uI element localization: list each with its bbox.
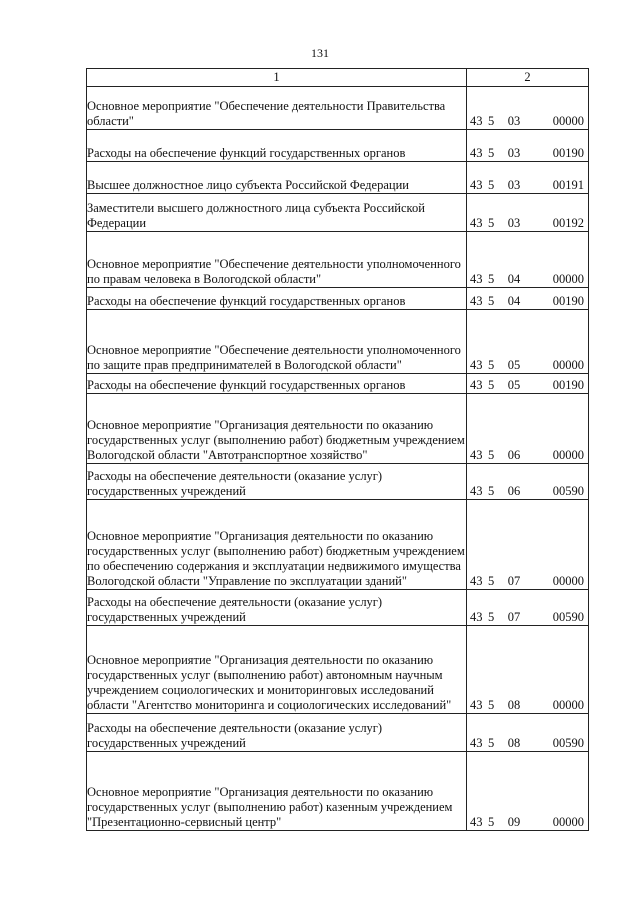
row-code	[467, 232, 589, 288]
code-part-program: 5	[488, 610, 495, 624]
row-code	[467, 194, 589, 232]
table-row	[87, 464, 589, 500]
row-code	[467, 464, 589, 500]
table-header-row	[87, 69, 589, 87]
code-part-program: 5	[488, 114, 495, 128]
code-part-ministry: 43	[470, 272, 483, 286]
row-description: Основное мероприятие "Обеспечение деятельности уполномоченного по защите прав предпринимателей в Вологодской области"	[87, 310, 467, 374]
code-part-direction: 00192	[552, 216, 584, 230]
code-part-direction: 00590	[552, 610, 584, 624]
code-part-direction: 00190	[552, 294, 584, 308]
row-code	[467, 394, 589, 464]
table-row	[87, 162, 589, 194]
code-part-ministry: 43	[470, 736, 483, 750]
table-row	[87, 288, 589, 310]
code-part-measure: 05	[507, 378, 521, 392]
code-part-measure: 03	[507, 178, 521, 192]
code-part-direction: 00000	[552, 448, 584, 462]
table-row	[87, 714, 589, 752]
code-part-ministry: 43	[470, 448, 483, 462]
code-part-direction: 00000	[552, 272, 584, 286]
table-row	[87, 590, 589, 626]
code-part-direction: 00191	[552, 178, 584, 192]
code-part-ministry: 43	[470, 358, 483, 372]
code-part-measure: 06	[507, 484, 521, 498]
row-description: Основное мероприятие "Организация деятельности по оказанию государственных услуг (выполнению работ) казенным учреждением "Презентационно-сервисный центр"	[87, 752, 467, 831]
code-part-ministry: 43	[470, 294, 483, 308]
row-code	[467, 130, 589, 162]
code-part-direction: 00000	[552, 574, 584, 588]
code-part-program: 5	[488, 574, 495, 588]
code-part-direction: 00000	[552, 815, 584, 829]
row-description: Расходы на обеспечение функций государственных органов	[87, 374, 467, 394]
code-part-ministry: 43	[470, 698, 483, 712]
code-part-measure: 03	[507, 216, 521, 230]
row-code	[467, 288, 589, 310]
code-part-direction: 00190	[552, 378, 584, 392]
row-code	[467, 752, 589, 831]
column-header-1: 1	[87, 69, 467, 87]
code-part-measure: 04	[507, 272, 521, 286]
code-part-program: 5	[488, 146, 495, 160]
table-row	[87, 752, 589, 831]
code-part-measure: 09	[507, 815, 521, 829]
code-part-measure: 07	[507, 610, 521, 624]
code-part-direction: 00590	[552, 484, 584, 498]
row-description: Расходы на обеспечение деятельности (оказание услуг) государственных учреждений	[87, 590, 467, 626]
code-part-direction: 00000	[552, 114, 584, 128]
row-code	[467, 714, 589, 752]
code-part-program: 5	[488, 484, 495, 498]
row-description: Основное мероприятие "Обеспечение деятельности Правительства области"	[87, 87, 467, 130]
table-row	[87, 194, 589, 232]
row-description: Расходы на обеспечение деятельности (оказание услуг) государственных учреждений	[87, 464, 467, 500]
code-part-direction: 00190	[552, 146, 584, 160]
table-row	[87, 500, 589, 590]
page-number: 131	[311, 46, 329, 60]
row-description: Заместители высшего должностного лица субъекта Российской Федерации	[87, 194, 467, 232]
code-part-ministry: 43	[470, 216, 483, 230]
code-part-program: 5	[488, 736, 495, 750]
code-part-program: 5	[488, 448, 495, 462]
code-part-ministry: 43	[470, 484, 483, 498]
table-row	[87, 626, 589, 714]
table-row	[87, 87, 589, 130]
code-part-measure: 03	[507, 114, 521, 128]
row-description: Основное мероприятие "Организация деятельности по оказанию государственных услуг (выполнению работ) бюджетным учреждением по обеспечению содержания и эксплуатации недвижимого имущества Вологодской области "Управление по эксплуатации зданий"	[87, 500, 467, 590]
column-header-2: 2	[467, 69, 589, 87]
row-description: Высшее должностное лицо субъекта Российской Федерации	[87, 162, 467, 194]
row-code	[467, 626, 589, 714]
code-part-ministry: 43	[470, 178, 483, 192]
code-part-program: 5	[488, 698, 495, 712]
code-part-measure: 06	[507, 448, 521, 462]
table-row	[87, 394, 589, 464]
row-description: Основное мероприятие "Организация деятельности по оказанию государственных услуг (выполнению работ) бюджетным учреждением Вологодской области "Автотранспортное хозяйство"	[87, 394, 467, 464]
table-row	[87, 130, 589, 162]
row-code	[467, 500, 589, 590]
row-description: Расходы на обеспечение деятельности (оказание услуг) государственных учреждений	[87, 714, 467, 752]
table-body	[87, 87, 589, 831]
row-description: Расходы на обеспечение функций государственных органов	[87, 288, 467, 310]
code-part-program: 5	[488, 216, 495, 230]
budget-code-table	[86, 68, 589, 831]
row-description: Расходы на обеспечение функций государственных органов	[87, 130, 467, 162]
code-part-program: 5	[488, 358, 495, 372]
code-part-measure: 08	[507, 736, 521, 750]
code-part-ministry: 43	[470, 114, 483, 128]
code-part-measure: 05	[507, 358, 521, 372]
table-row	[87, 374, 589, 394]
code-part-program: 5	[488, 178, 495, 192]
code-part-program: 5	[488, 294, 495, 308]
table-row	[87, 232, 589, 288]
row-code	[467, 590, 589, 626]
row-code	[467, 374, 589, 394]
code-part-ministry: 43	[470, 146, 483, 160]
code-part-measure: 04	[507, 294, 521, 308]
code-part-program: 5	[488, 272, 495, 286]
row-description: Основное мероприятие "Обеспечение деятельности уполномоченного по правам человека в Вологодской области"	[87, 232, 467, 288]
code-part-direction: 00590	[552, 736, 584, 750]
code-part-ministry: 43	[470, 378, 483, 392]
code-part-program: 5	[488, 378, 495, 392]
code-part-ministry: 43	[470, 610, 483, 624]
code-part-measure: 07	[507, 574, 521, 588]
code-part-measure: 08	[507, 698, 521, 712]
code-part-ministry: 43	[470, 815, 483, 829]
table-row	[87, 310, 589, 374]
row-description: Основное мероприятие "Организация деятельности по оказанию государственных услуг (выполнению работ) автономным научным учреждением социологических и мониторинговых исследований области "Агентство мониторинга и социологических исследований"	[87, 626, 467, 714]
row-code	[467, 162, 589, 194]
code-part-program: 5	[488, 815, 495, 829]
code-part-measure: 03	[507, 146, 521, 160]
code-part-ministry: 43	[470, 574, 483, 588]
code-part-direction: 00000	[552, 358, 584, 372]
code-part-direction: 00000	[552, 698, 584, 712]
row-code	[467, 310, 589, 374]
row-code	[467, 87, 589, 130]
